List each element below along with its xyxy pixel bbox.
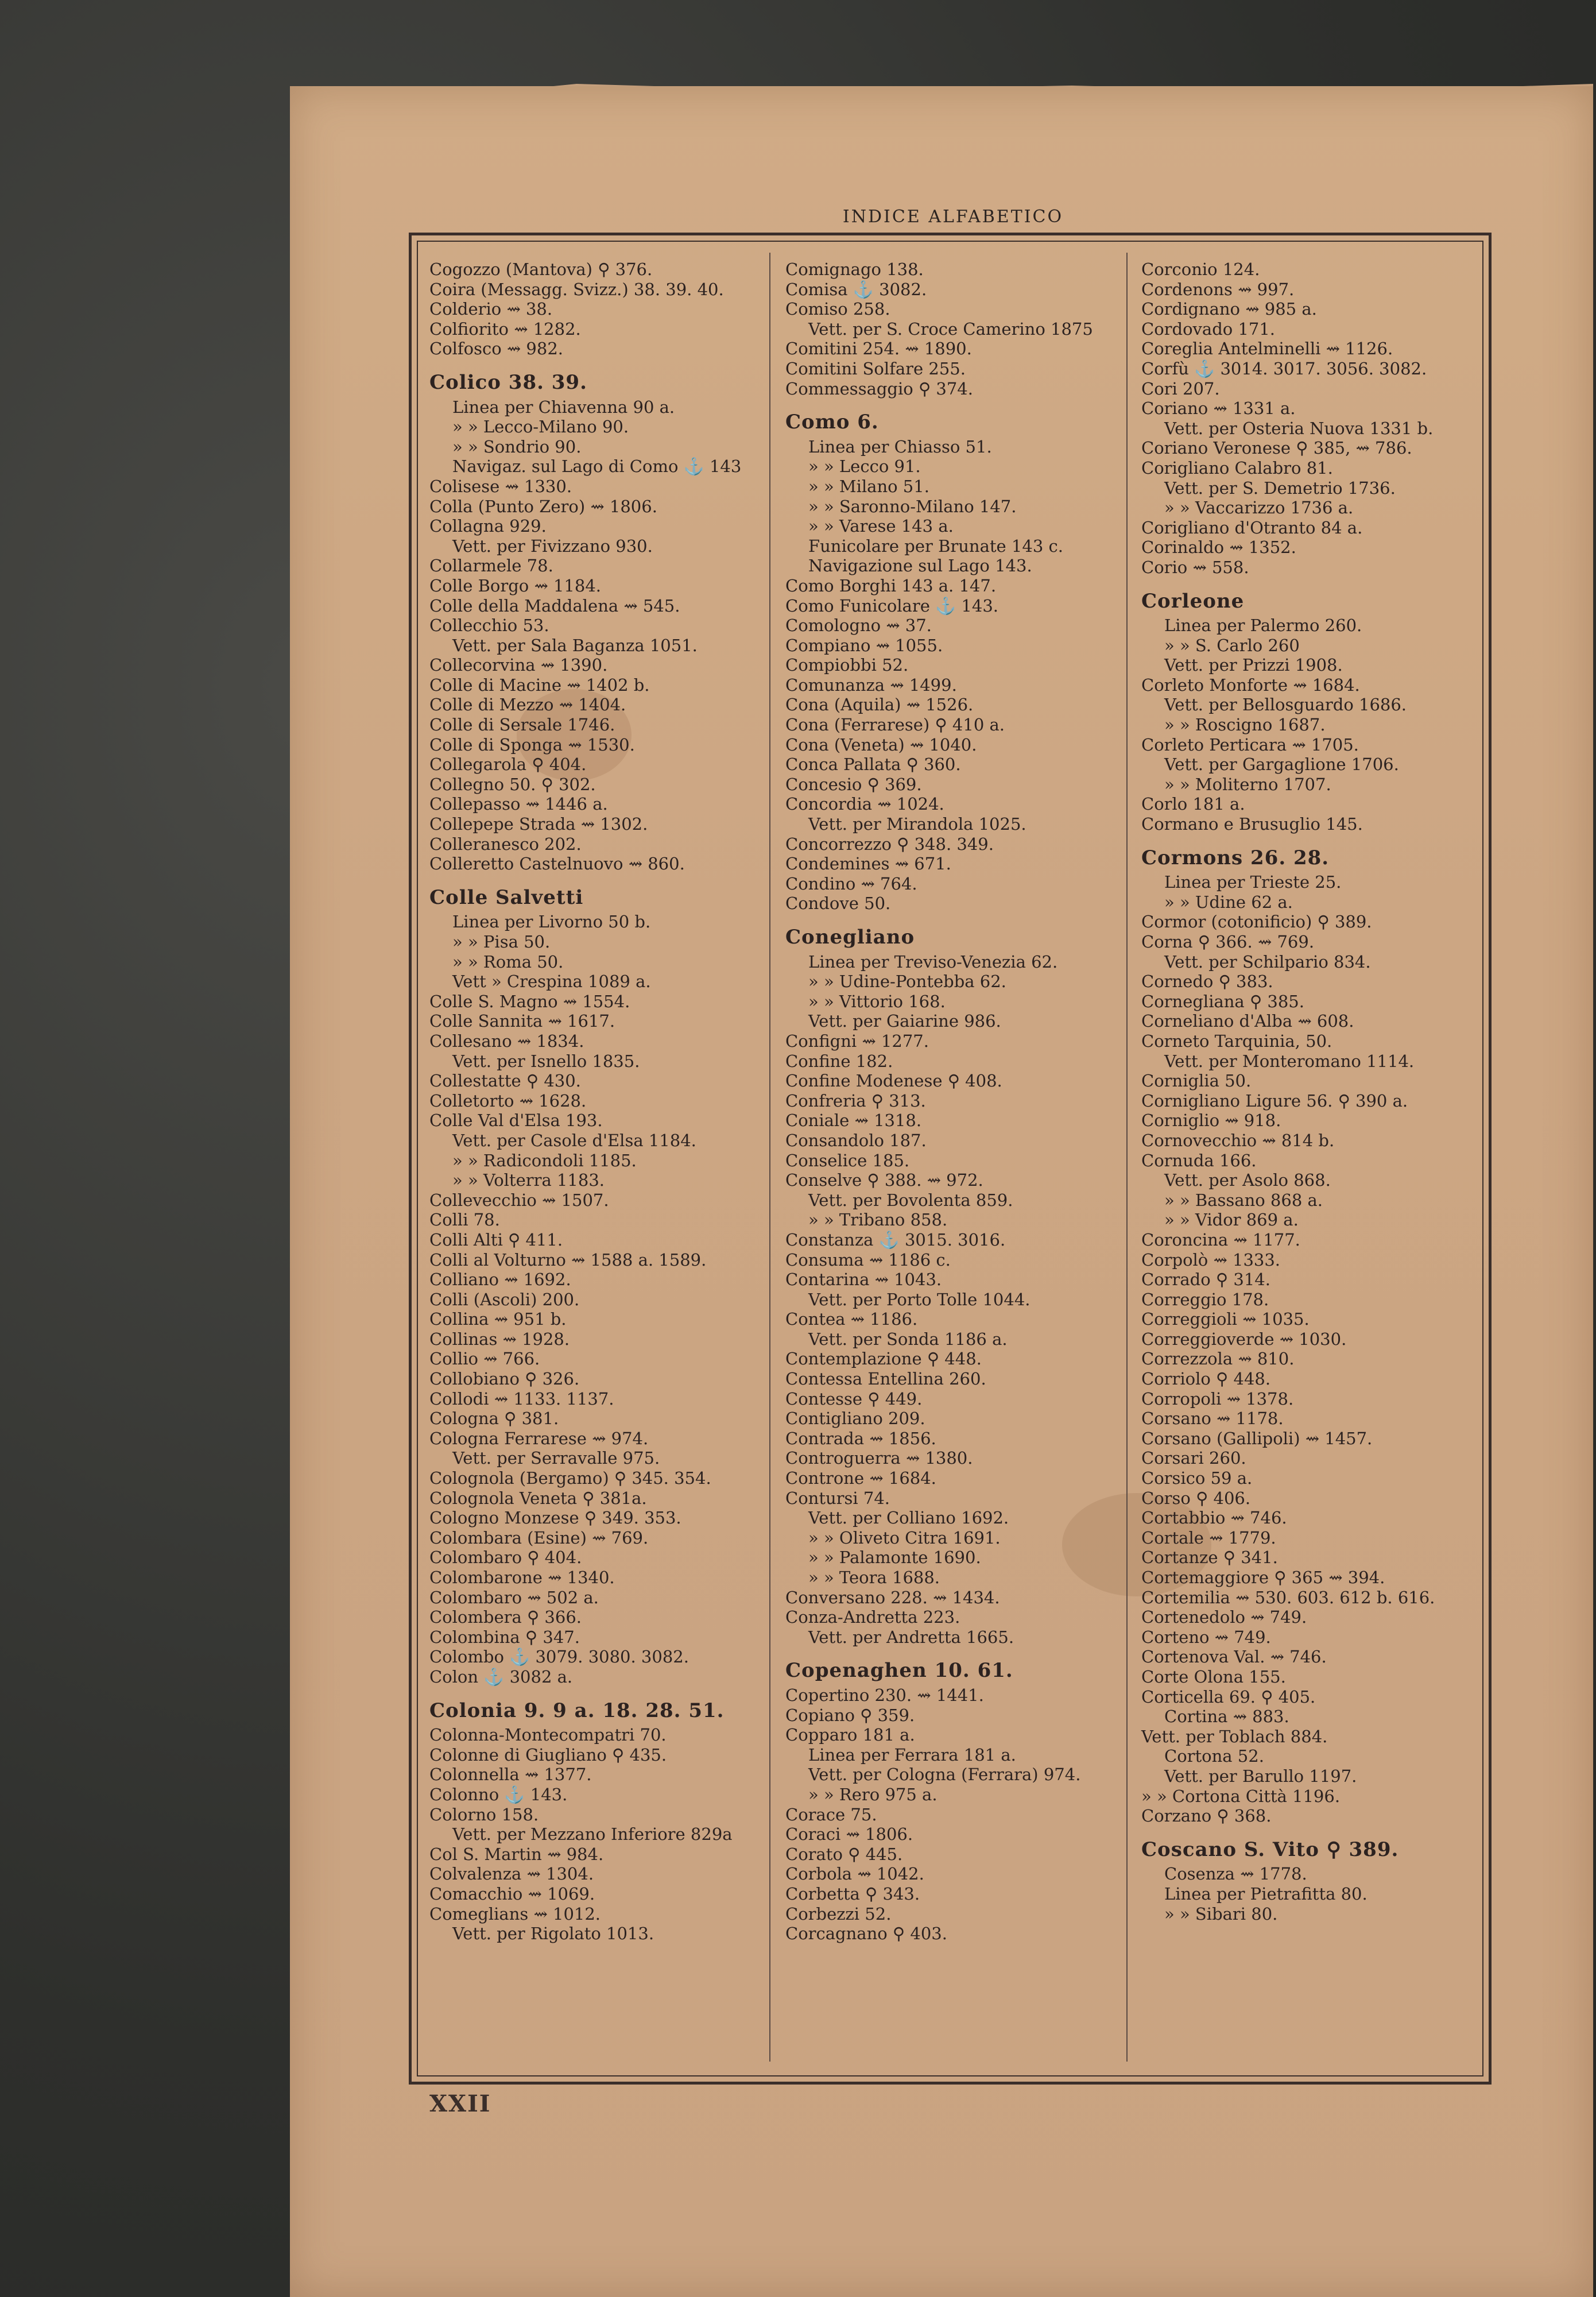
index-entry: Corso ⚲ 406.: [1141, 1488, 1251, 1508]
index-subentry: Linea per Ferrara 181 a.: [808, 1745, 1016, 1765]
index-entry: Condove 50.: [785, 894, 891, 914]
index-entry: Corneto Tarquinia, 50.: [1141, 1031, 1332, 1051]
index-entry: Como Borghi 143 a. 147.: [785, 575, 997, 595]
index-entry: Cona (Aquila) ⇝ 1526.: [785, 695, 974, 715]
index-entry: Colombina ⚲ 347.: [429, 1627, 580, 1647]
index-entry: Comacchio ⇝ 1069.: [429, 1884, 595, 1904]
index-entry: Corconio 124.: [1141, 260, 1260, 279]
index-subentry: » » Sibari 80.: [1164, 1904, 1278, 1924]
index-entry: Collecchio 53.: [429, 616, 549, 636]
index-entry: Colle S. Magno ⇝ 1554.: [429, 991, 630, 1011]
index-entry: Comitini Solfare 255.: [785, 358, 966, 378]
index-entry: Correzzola ⇝ 810.: [1141, 1349, 1295, 1369]
index-entry: Cortenedolo ⇝ 749.: [1141, 1607, 1307, 1627]
index-entry: Colombera ⚲ 366.: [429, 1607, 582, 1627]
index-entry: Contesse ⚲ 449.: [785, 1389, 923, 1409]
index-entry: Colle di Macine ⇝ 1402 b.: [429, 675, 650, 695]
index-entry: Coraci ⇝ 1806.: [785, 1824, 913, 1844]
index-entry: Corticella 69. ⚲ 405.: [1141, 1687, 1316, 1707]
index-entry: Compiano ⇝ 1055.: [785, 635, 943, 655]
index-entry: Cornigliano Ligure 56. ⚲ 390 a.: [1141, 1091, 1408, 1111]
index-entry: Colleretto Castelnuovo ⇝ 860.: [429, 854, 685, 874]
index-subentry: » » Vittorio 168.: [808, 991, 946, 1011]
index-subentry: Cosenza ⇝ 1778.: [1164, 1864, 1307, 1884]
index-entry: Corropoli ⇝ 1378.: [1141, 1389, 1294, 1409]
index-entry: Cornovecchio ⇝ 814 b.: [1141, 1130, 1335, 1150]
index-entry: Colfosco ⇝ 982.: [429, 339, 564, 359]
index-subentry: Vett. per Porto Tolle 1044.: [808, 1289, 1031, 1309]
index-entry: Condemines ⇝ 671.: [785, 854, 951, 874]
index-entry: Corteno ⇝ 749.: [1141, 1627, 1271, 1647]
index-subentry: » » Roscigno 1687.: [1164, 715, 1326, 735]
index-entry: Corigliano Calabro 81.: [1141, 458, 1333, 478]
index-entry: Consuma ⇝ 1186 c.: [785, 1250, 951, 1270]
index-subentry: Cortina ⇝ 883.: [1164, 1707, 1289, 1727]
index-entry: Colle di Sersale 1746.: [429, 715, 615, 735]
index-subentry: » » Tribano 858.: [808, 1210, 948, 1230]
index-entry: Collegno 50. ⚲ 302.: [429, 774, 596, 794]
index-subentry: Vett. per Cologna (Ferrara) 974.: [808, 1765, 1081, 1785]
index-entry: Collinas ⇝ 1928.: [429, 1329, 570, 1349]
index-entry: Corsano ⇝ 1178.: [1141, 1409, 1284, 1429]
index-entry: » » Cortona Città 1196.: [1141, 1786, 1341, 1806]
index-entry: Cortemaggiore ⚲ 365 ⇝ 394.: [1141, 1568, 1385, 1587]
index-entry: Collio ⇝ 766.: [429, 1349, 540, 1369]
index-entry: Corcagnano ⚲ 403.: [785, 1924, 947, 1944]
index-subentry: Vett. per Monteromano 1114.: [1164, 1051, 1415, 1071]
index-entry: Cologna Ferrarese ⇝ 974.: [429, 1428, 649, 1448]
index-entry: Corriolo ⚲ 448.: [1141, 1369, 1271, 1389]
index-entry: Corsano (Gallipoli) ⇝ 1457.: [1141, 1428, 1373, 1448]
index-entry: Concordia ⇝ 1024.: [785, 794, 944, 814]
index-subentry: Vett. per Sonda 1186 a.: [808, 1329, 1008, 1349]
index-subentry: Navigaz. sul Lago di Como ⚓ 143: [452, 457, 742, 477]
index-entry: Corleto Perticara ⇝ 1705.: [1141, 734, 1359, 755]
index-entry: Cornedo ⚲ 383.: [1141, 972, 1273, 992]
index-subentry: » » Pisa 50.: [452, 932, 551, 952]
index-entry: Coreglia Antelminelli ⇝ 1126.: [1141, 339, 1393, 359]
index-subentry: » » Varese 143 a.: [808, 516, 954, 536]
index-column-1: [429, 260, 774, 1944]
index-entry: Collecorvina ⇝ 1390.: [429, 655, 608, 675]
index-entry: Colleranesco 202.: [429, 834, 582, 854]
index-column-3: [1141, 260, 1486, 1924]
index-entry: Como Funicolare ⚓ 143.: [785, 595, 998, 616]
index-entry: Colognola (Bergamo) ⚲ 345. 354.: [429, 1468, 711, 1488]
index-entry: Cordovado 171.: [1141, 319, 1276, 339]
index-entry: Collevecchio ⇝ 1507.: [429, 1190, 609, 1210]
index-entry: Colderio ⇝ 38.: [429, 299, 553, 319]
index-subentry: » » Oliveto Citra 1691.: [808, 1528, 1001, 1548]
index-heading: Corleone: [1141, 589, 1245, 613]
index-entry: Conselice 185.: [785, 1150, 910, 1170]
index-entry: Colonno ⚓ 143.: [429, 1784, 568, 1804]
index-entry: Comisa ⚓ 3082.: [785, 279, 927, 299]
index-subentry: Vett. per Schilpario 834.: [1164, 952, 1371, 972]
index-entry: Corsari 260.: [1141, 1448, 1246, 1468]
index-subentry: Vett » Crespina 1089 a.: [452, 972, 651, 992]
index-entry: Commessaggio ⚲ 374.: [785, 378, 973, 399]
index-entry: Colle Val d'Elsa 193.: [429, 1111, 603, 1131]
index-subentry: Vett. per Casole d'Elsa 1184.: [452, 1130, 696, 1150]
index-subentry: Linea per Pietrafitta 80.: [1164, 1884, 1368, 1904]
index-subentry: Vett. per Gaiarine 986.: [808, 1011, 1001, 1031]
index-entry: Col S. Martin ⇝ 984.: [429, 1844, 604, 1864]
index-subentry: Vett. per Barullo 1197.: [1164, 1766, 1357, 1786]
index-entry: Confreria ⚲ 313.: [785, 1091, 926, 1111]
index-subentry: Linea per Livorno 50 b.: [452, 912, 651, 932]
index-entry: Correggioli ⇝ 1035.: [1141, 1309, 1310, 1329]
index-entry: Colla (Punto Zero) ⇝ 1806.: [429, 496, 657, 516]
index-entry: Configni ⇝ 1277.: [785, 1031, 929, 1051]
index-subentry: Vett. per S. Croce Camerino 1875: [808, 319, 1093, 339]
index-heading: Cormons 26. 28.: [1141, 846, 1330, 869]
index-subentry: » » Moliterno 1707.: [1164, 774, 1331, 794]
index-entry: Collegarola ⚲ 404.: [429, 755, 587, 775]
index-subentry: Cortona 52.: [1164, 1746, 1264, 1766]
index-entry: Controguerra ⇝ 1380.: [785, 1448, 973, 1468]
index-entry: Confine Modenese ⚲ 408.: [785, 1071, 1002, 1091]
index-entry: Collepepe Strada ⇝ 1302.: [429, 814, 648, 834]
index-subentry: Vett. per Colliano 1692.: [808, 1508, 1009, 1528]
index-subentry: Funicolare per Brunate 143 c.: [808, 536, 1063, 556]
index-subentry: » » Volterra 1183.: [452, 1170, 605, 1190]
index-entry: Consandolo 187.: [785, 1130, 927, 1150]
index-entry: Coroncina ⇝ 1177.: [1141, 1229, 1300, 1250]
index-entry: Corpolò ⇝ 1333.: [1141, 1250, 1281, 1270]
index-entry: Contemplazione ⚲ 448.: [785, 1349, 982, 1369]
index-subentry: Vett. per Isnello 1835.: [452, 1051, 640, 1071]
index-entry: Colorno 158.: [429, 1804, 539, 1824]
index-subentry: Vett. per Bovolenta 859.: [808, 1190, 1013, 1210]
index-entry: Corniglio ⇝ 918.: [1141, 1111, 1281, 1131]
index-entry: Colon ⚓ 3082 a.: [429, 1666, 573, 1687]
index-entry: Colonne di Giugliano ⚲ 435.: [429, 1745, 667, 1765]
index-entry: Cori 207.: [1141, 378, 1220, 399]
index-subentry: » » S. Carlo 260: [1164, 635, 1300, 655]
index-entry: Correggioverde ⇝ 1030.: [1141, 1329, 1347, 1349]
index-entry: Cornegliana ⚲ 385.: [1141, 991, 1304, 1011]
index-subentry: Vett. per Mezzano Inferiore 829a: [452, 1824, 733, 1844]
index-entry: Corbola ⇝ 1042.: [785, 1864, 924, 1884]
index-subentry: Vett. per Andretta 1665.: [808, 1627, 1014, 1647]
index-subentry: Linea per Chiasso 51.: [808, 436, 992, 457]
index-entry: Contigliano 209.: [785, 1409, 925, 1429]
index-entry: Concesio ⚲ 369.: [785, 774, 922, 794]
index-entry: Controne ⇝ 1684.: [785, 1468, 936, 1488]
index-entry: Comeglians ⇝ 1012.: [429, 1904, 601, 1924]
index-entry: Colombara (Esine) ⇝ 769.: [429, 1528, 649, 1548]
index-entry: Corrado ⚲ 314.: [1141, 1270, 1270, 1290]
index-entry: Coriano ⇝ 1331 a.: [1141, 399, 1296, 419]
index-entry: Comignago 138.: [785, 260, 924, 279]
index-entry: Colombarone ⇝ 1340.: [429, 1568, 615, 1587]
index-entry: Cornuda 166.: [1141, 1150, 1257, 1170]
index-subentry: » » Milano 51.: [808, 476, 929, 496]
index-entry: Cologno Monzese ⚲ 349. 353.: [429, 1508, 681, 1528]
index-entry: Cordignano ⇝ 985 a.: [1141, 299, 1317, 319]
index-entry: Corneliano d'Alba ⇝ 608.: [1141, 1011, 1354, 1031]
index-entry: Colletorto ⇝ 1628.: [429, 1091, 587, 1111]
index-entry: Copparo 181 a.: [785, 1725, 915, 1745]
index-entry: Colognola Veneta ⚲ 381a.: [429, 1488, 647, 1508]
index-entry: Vett. per Toblach 884.: [1141, 1726, 1328, 1746]
index-entry: Colonnella ⇝ 1377.: [429, 1765, 592, 1785]
index-entry: Corniglia 50.: [1141, 1071, 1252, 1091]
index-entry: Conversano 228. ⇝ 1434.: [785, 1587, 1000, 1607]
index-subentry: » » Saronno-Milano 147.: [808, 496, 1017, 516]
index-entry: Colle Borgo ⇝ 1184.: [429, 575, 601, 595]
index-entry: Cortenova Val. ⇝ 746.: [1141, 1647, 1327, 1667]
index-entry: Colli (Ascoli) 200.: [429, 1289, 580, 1309]
index-subentry: » » Vidor 869 a.: [1164, 1210, 1299, 1230]
index-entry: Contea ⇝ 1186.: [785, 1309, 918, 1329]
index-entry: Contursi 74.: [785, 1488, 890, 1508]
index-entry: Copiano ⚲ 359.: [785, 1705, 915, 1725]
index-subentry: Linea per Chiavenna 90 a.: [452, 397, 675, 417]
index-subentry: Vett. per Rigolato 1013.: [452, 1924, 654, 1944]
index-entry: Cogozzo (Mantova) ⚲ 376.: [429, 260, 653, 279]
index-subentry: » » Lecco-Milano 90.: [452, 417, 629, 437]
index-subentry: Vett. per Gargaglione 1706.: [1164, 755, 1399, 775]
index-subentry: » » Udine 62 a.: [1164, 892, 1293, 912]
index-entry: Comiso 258.: [785, 299, 890, 319]
index-entry: Corinaldo ⇝ 1352.: [1141, 537, 1296, 558]
index-entry: Collobiano ⚲ 326.: [429, 1369, 580, 1389]
index-heading: Colle Salvetti: [429, 885, 584, 909]
index-entry: Corsico 59 a.: [1141, 1468, 1253, 1488]
index-subentry: Vett. per Osteria Nuova 1331 b.: [1164, 418, 1434, 438]
index-entry: Contrada ⇝ 1856.: [785, 1428, 936, 1448]
index-entry: Cordenons ⇝ 997.: [1141, 279, 1295, 299]
index-entry: Contarina ⇝ 1043.: [785, 1270, 942, 1290]
index-subentry: Vett. per Prizzi 1908.: [1164, 655, 1343, 675]
index-entry: Colisese ⇝ 1330.: [429, 476, 572, 496]
index-entry: Comologno ⇝ 37.: [785, 616, 932, 636]
index-subentry: Vett. per Serravalle 975.: [452, 1448, 660, 1468]
index-heading: Como 6.: [785, 411, 879, 434]
index-entry: Colombaro ⚲ 404.: [429, 1548, 582, 1568]
index-entry: Cortanze ⚲ 341.: [1141, 1548, 1278, 1568]
index-entry: Compiobbi 52.: [785, 655, 909, 675]
index-heading: Conegliano: [785, 926, 915, 949]
index-entry: Colle di Mezzo ⇝ 1404.: [429, 695, 626, 715]
index-column-2: [785, 260, 1130, 1944]
index-entry: Colle della Maddalena ⇝ 545.: [429, 595, 680, 616]
index-subentry: Linea per Palermo 260.: [1164, 616, 1362, 636]
index-subentry: Vett. per S. Demetrio 1736.: [1164, 478, 1396, 498]
index-entry: Cormor (cotonificio) ⚲ 389.: [1141, 912, 1372, 932]
index-entry: Copertino 230. ⇝ 1441.: [785, 1685, 984, 1705]
index-entry: Corlo 181 a.: [1141, 794, 1245, 814]
index-entry: Colli Alti ⚲ 411.: [429, 1229, 563, 1250]
index-subentry: » » Vaccarizzo 1736 a.: [1164, 498, 1354, 518]
index-entry: Condino ⇝ 764.: [785, 873, 917, 894]
index-entry: Corace 75.: [785, 1804, 877, 1824]
index-entry: Coriano Veronese ⚲ 385, ⇝ 786.: [1141, 438, 1412, 458]
index-entry: Collarmele 78.: [429, 556, 553, 576]
index-subentry: » » Roma 50.: [452, 952, 564, 972]
index-entry: Cona (Ferrarese) ⚲ 410 a.: [785, 715, 1005, 735]
index-entry: Cologna ⚲ 381.: [429, 1409, 559, 1429]
index-entry: Corzano ⚲ 368.: [1141, 1806, 1272, 1826]
index-entry: Correggio 178.: [1141, 1289, 1269, 1309]
index-entry: Cortemilia ⇝ 530. 603. 612 b. 616.: [1141, 1587, 1435, 1607]
index-subentry: Vett. per Bellosguardo 1686.: [1164, 695, 1407, 715]
index-entry: Corna ⚲ 366. ⇝ 769.: [1141, 932, 1315, 952]
index-entry: Comitini 254. ⇝ 1890.: [785, 339, 972, 359]
index-heading: Copenaghen 10. 61.: [785, 1659, 1013, 1683]
index-subentry: » » Lecco 91.: [808, 457, 921, 477]
index-entry: Corbetta ⚲ 343.: [785, 1884, 920, 1904]
index-entry: Collodi ⇝ 1133. 1137.: [429, 1389, 614, 1409]
index-heading: Colonia 9. 9 a. 18. 28. 51.: [429, 1699, 725, 1722]
index-entry: Colli al Volturno ⇝ 1588 a. 1589.: [429, 1250, 707, 1270]
index-heading: Colico 38. 39.: [429, 370, 587, 394]
index-subentry: Linea per Trieste 25.: [1164, 872, 1342, 892]
index-entry: Collagna 929.: [429, 516, 547, 536]
index-entry: Corigliano d'Otranto 84 a.: [1141, 517, 1363, 537]
index-subentry: » » Rero 975 a.: [808, 1784, 938, 1804]
index-entry: Cortabbio ⇝ 746.: [1141, 1508, 1287, 1528]
index-entry: Colfiorito ⇝ 1282.: [429, 319, 581, 339]
index-subentry: Vett. per Mirandola 1025.: [808, 814, 1026, 834]
index-subentry: Vett. per Asolo 868.: [1164, 1170, 1331, 1190]
index-entry: Colli 78.: [429, 1210, 500, 1230]
index-entry: Collesano ⇝ 1834.: [429, 1031, 584, 1051]
index-entry: Corte Olona 155.: [1141, 1666, 1286, 1687]
index-entry: Coniale ⇝ 1318.: [785, 1111, 922, 1131]
index-entry: Colvalenza ⇝ 1304.: [429, 1864, 594, 1884]
index-entry: Colle di Sponga ⇝ 1530.: [429, 734, 635, 755]
index-entry: Colombo ⚓ 3079. 3080. 3082.: [429, 1647, 689, 1667]
index-entry: Conca Pallata ⚲ 360.: [785, 755, 961, 775]
index-heading: Coscano S. Vito ⚲ 389.: [1141, 1838, 1399, 1861]
index-entry: Corio ⇝ 558.: [1141, 557, 1249, 577]
index-entry: Cona (Veneta) ⇝ 1040.: [785, 734, 977, 755]
index-entry: Comunanza ⇝ 1499.: [785, 675, 957, 695]
index-entry: Collestatte ⚲ 430.: [429, 1071, 581, 1091]
index-entry: Concorrezzo ⚲ 348. 349.: [785, 834, 994, 854]
index-entry: Coira (Messagg. Svizz.) 38. 39. 40.: [429, 279, 724, 299]
index-entry: Corleto Monforte ⇝ 1684.: [1141, 675, 1360, 695]
index-subentry: » » Radicondoli 1185.: [452, 1150, 637, 1170]
index-entry: Cormano e Brusuglio 145.: [1141, 814, 1363, 834]
index-entry: Conza-Andretta 223.: [785, 1607, 960, 1627]
index-entry: Collepasso ⇝ 1446 a.: [429, 794, 608, 814]
index-entry: Constanza ⚓ 3015. 3016.: [785, 1229, 1006, 1250]
index-entry: Colombaro ⇝ 502 a.: [429, 1587, 599, 1607]
index-entry: Conselve ⚲ 388. ⇝ 972.: [785, 1170, 983, 1190]
page-header: INDICE ALFABETICO: [842, 207, 1064, 227]
index-entry: Colonna-Montecompatri 70.: [429, 1725, 667, 1745]
index-entry: Collina ⇝ 951 b.: [429, 1309, 567, 1329]
index-subentry: » » Udine-Pontebba 62.: [808, 972, 1006, 992]
index-subentry: » » Teora 1688.: [808, 1568, 940, 1587]
index-subentry: » » Palamonte 1690.: [808, 1548, 981, 1568]
index-subentry: Vett. per Fivizzano 930.: [452, 536, 653, 556]
index-entry: Corato ⚲ 445.: [785, 1844, 903, 1864]
index-subentry: Vett. per Sala Baganza 1051.: [452, 635, 698, 655]
index-entry: Colle Sannita ⇝ 1617.: [429, 1011, 615, 1031]
index-entry: Corfù ⚓ 3014. 3017. 3056. 3082.: [1141, 358, 1427, 378]
index-entry: Colliano ⇝ 1692.: [429, 1270, 571, 1290]
index-subentry: » » Bassano 868 a.: [1164, 1190, 1323, 1210]
page-number: XXII: [429, 2090, 491, 2117]
index-entry: Confine 182.: [785, 1051, 893, 1071]
index-entry: Contessa Entellina 260.: [785, 1369, 986, 1389]
index-entry: Cortale ⇝ 1779.: [1141, 1528, 1276, 1548]
index-subentry: Linea per Treviso-Venezia 62.: [808, 952, 1058, 972]
index-entry: Corbezzi 52.: [785, 1904, 892, 1924]
index-subentry: » » Sondrio 90.: [452, 436, 582, 457]
index-subentry: Navigazione sul Lago 143.: [808, 556, 1032, 576]
